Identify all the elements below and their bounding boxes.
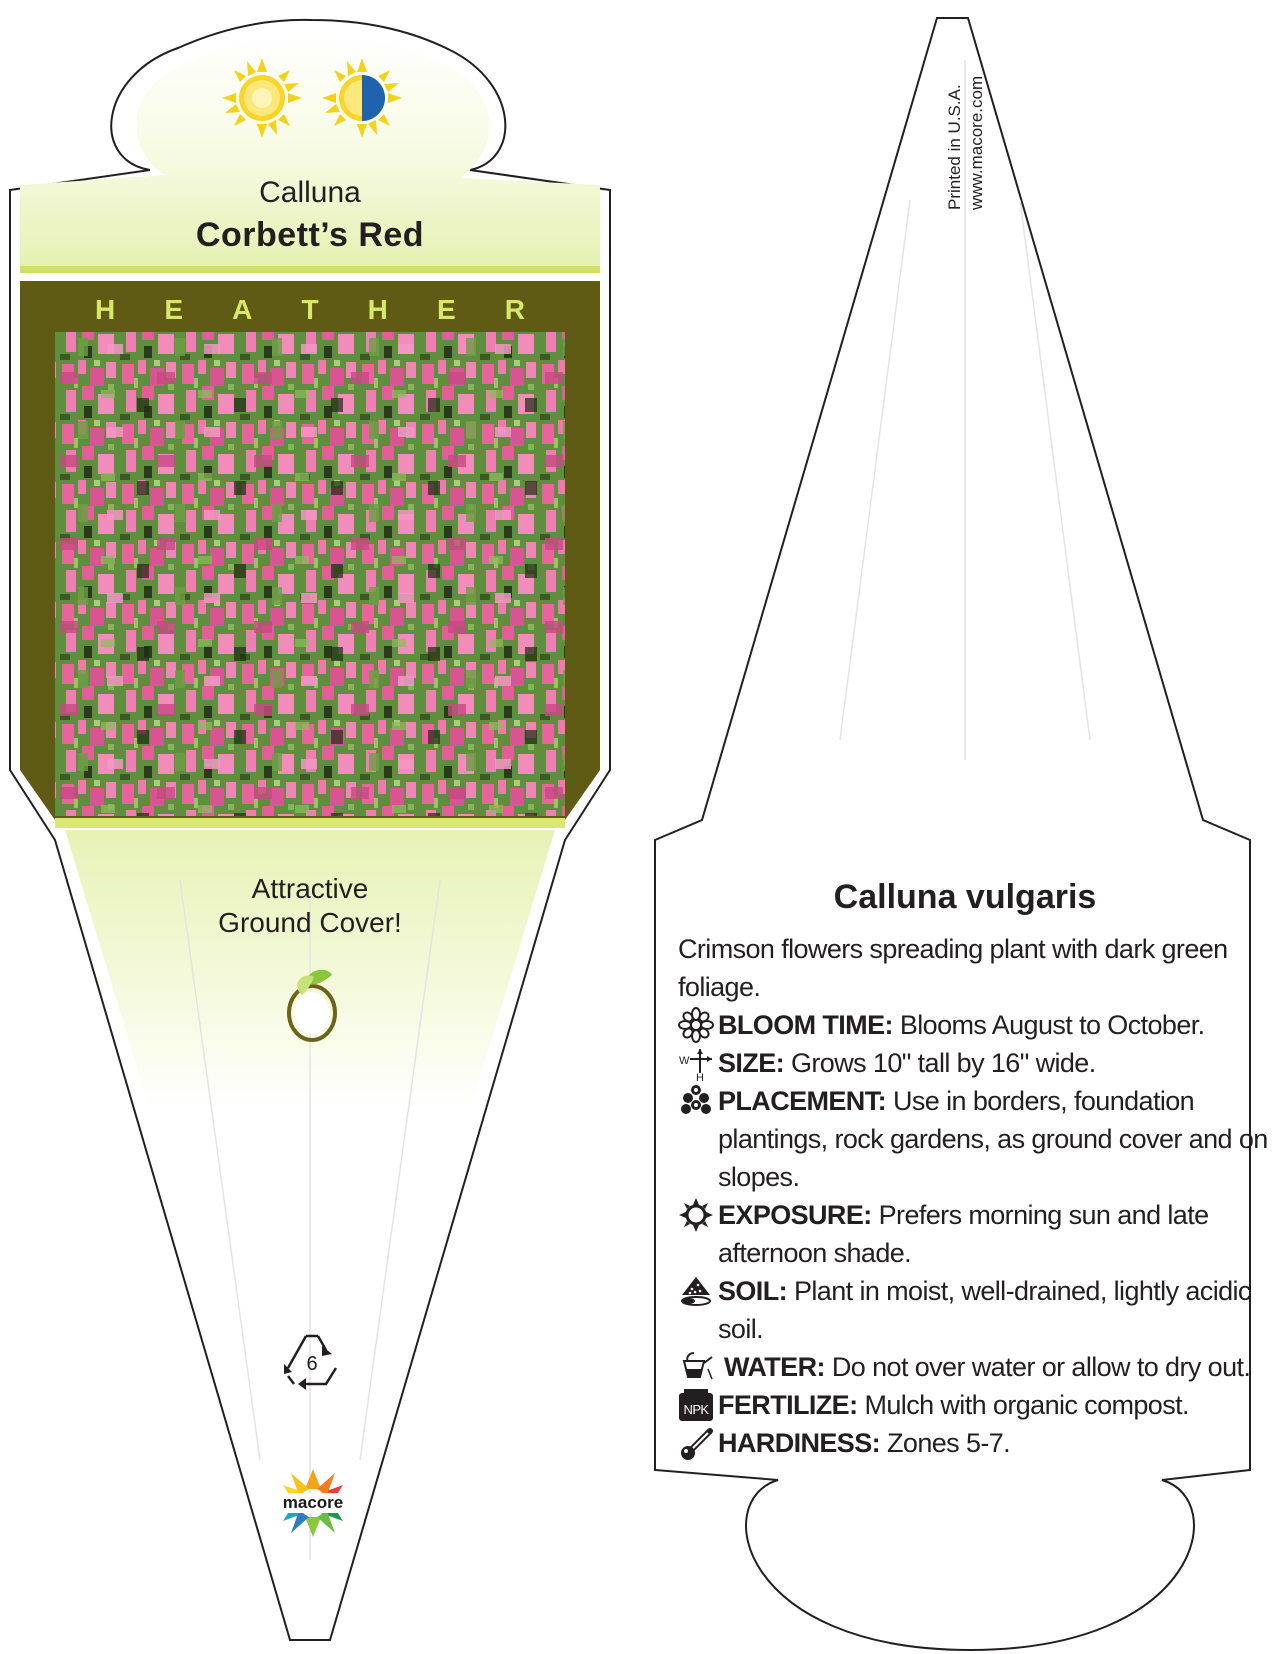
recycle-code: 6 [306,1353,318,1375]
category-letter: R [504,294,525,325]
printed-info [944,76,988,210]
category-letter: T [301,294,319,325]
fertilize-label: FERTILIZE: [718,1390,858,1420]
cultivar-name: Corbett’s Red [195,216,425,254]
exposure-label: EXPOSURE: [718,1200,872,1230]
placement-row [678,1082,1268,1196]
category-letter: E [164,294,184,325]
category-letter: A [232,294,253,325]
watering-can-icon [678,1348,724,1386]
thermometer-icon [678,1424,718,1462]
category-heading [95,294,525,326]
tagline [0,872,620,940]
printed-url: www.macore.com [967,75,986,210]
hardiness-row [678,1424,1268,1462]
tagline-line2: Ground Cover! [218,907,402,938]
plant-description: Crimson flowers spreading plant with dark green foliage. [678,934,1228,1002]
tagline-line1: Attractive [251,873,369,904]
water-row [678,1348,1268,1386]
printed-country: Printed in U.S.A. [945,84,964,210]
hardiness-text: Zones 5-7. [887,1428,1011,1458]
soil-text: Plant in moist, well-drained, lightly acidic soil. [718,1276,1251,1344]
exposure-row [678,1196,1268,1272]
size-row [678,1044,1268,1082]
sun-outline-icon [678,1196,718,1234]
soil-label: SOIL: [718,1276,787,1306]
care-instructions [678,930,1268,1462]
bloom-time-row [678,1006,1268,1044]
brand-name: macore [282,1493,344,1512]
bloom-label: BLOOM TIME: [718,1010,893,1040]
size-label: SIZE: [718,1048,785,1078]
flower-icon [678,1006,718,1044]
fertilize-row [678,1386,1268,1424]
size-text: Grows 10" tall by 16" wide. [791,1048,1096,1078]
soil-icon [678,1272,718,1310]
npk-icon [678,1386,718,1424]
size-icon [678,1044,718,1082]
botanical-name: Calluna vulgaris [833,878,1097,916]
exposure-text: Prefers morning sun and late afternoon shade. [718,1200,1209,1268]
hardiness-label: HARDINESS: [718,1428,881,1458]
fertilize-text: Mulch with organic compost. [864,1390,1189,1420]
soil-row [678,1272,1268,1348]
placement-text: Use in borders, foundation plantings, rock gardens, as ground cover and on slopes. [718,1086,1268,1192]
placement-label: PLACEMENT: [718,1086,886,1116]
water-text: Do not over water or allow to dry out. [831,1352,1251,1382]
water-label: WATER: [724,1352,825,1382]
category-letter: H [95,294,116,325]
heather-photo [55,332,565,816]
size-icon-h: H [696,1072,704,1081]
plants-icon [678,1082,718,1120]
category-letter: E [436,294,456,325]
genus-name: Calluna [259,176,361,209]
bloom-text: Blooms August to October. [899,1010,1205,1040]
category-letter: H [367,294,388,325]
part-sun-icon [322,58,402,138]
npk-text: NPK [683,1402,709,1417]
full-sun-icon [222,58,302,138]
size-icon-w: W [679,1055,689,1067]
